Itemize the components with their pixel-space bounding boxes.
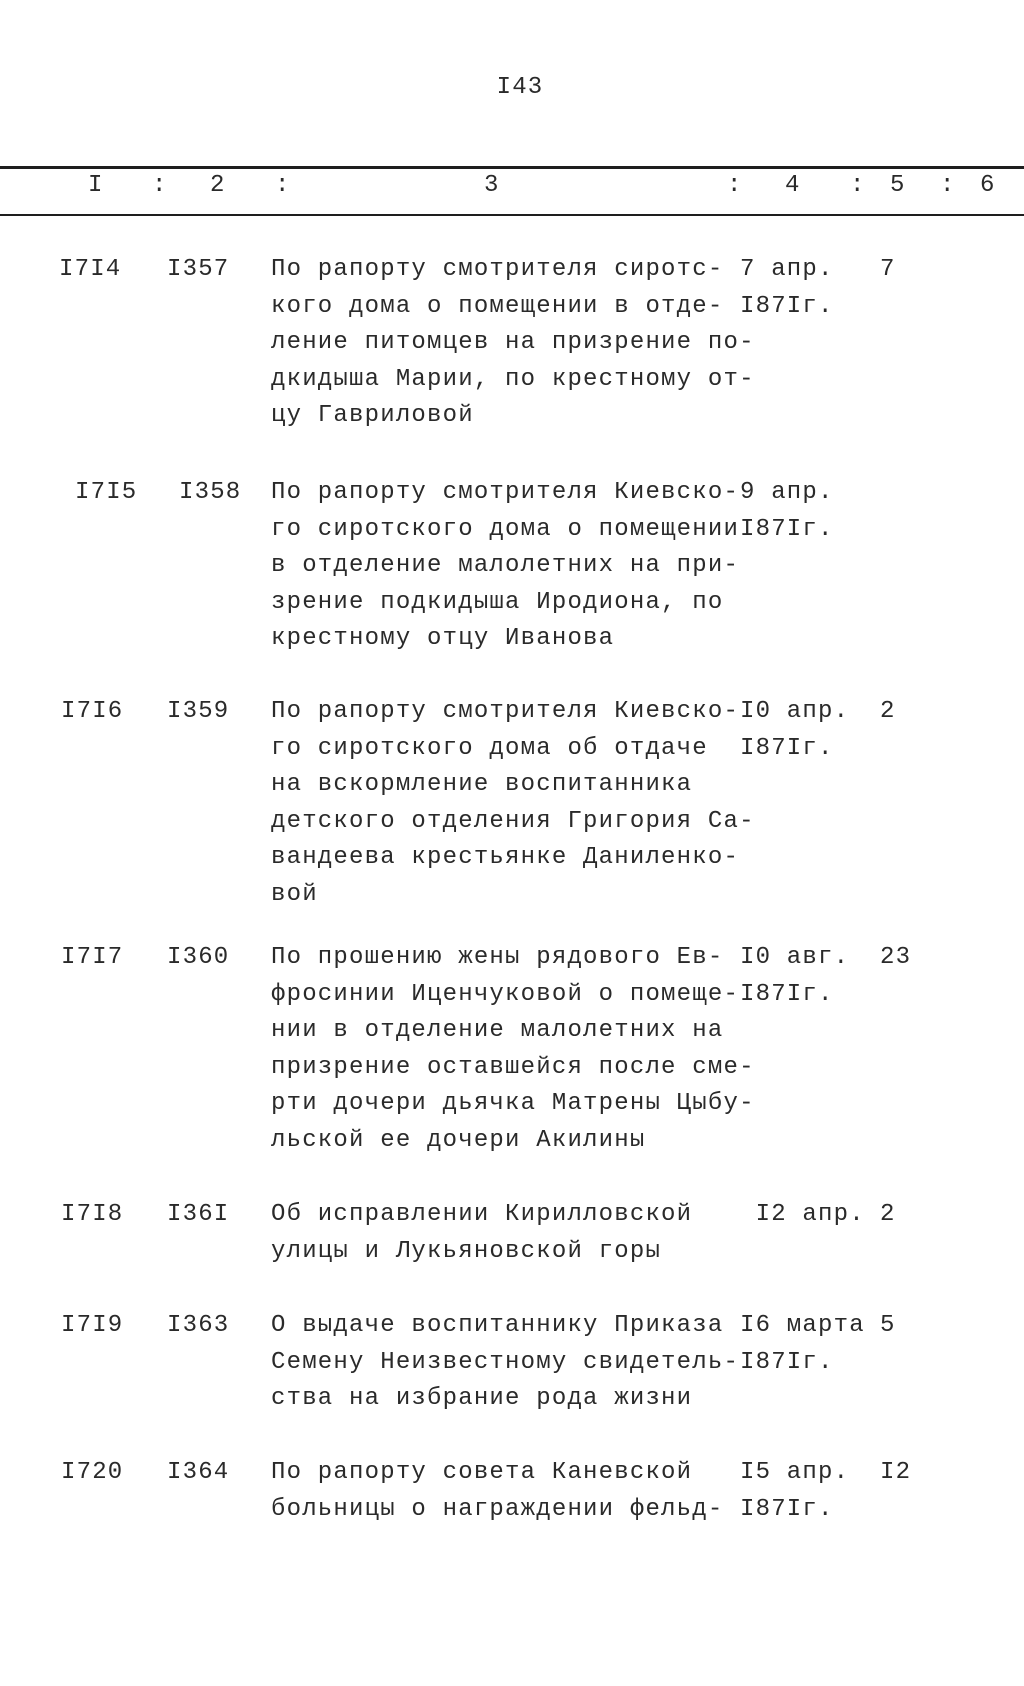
date-line: I0 апр. — [740, 698, 850, 725]
file-number: I357 — [167, 256, 230, 283]
date-line: I87Iг. — [740, 980, 834, 1008]
date-line: I87Iг. — [740, 734, 834, 762]
entry-number: I7I4 — [59, 256, 122, 283]
description-line: По рапорту смотрителя сиротс- — [271, 256, 724, 283]
description-line: на вскормление воспитанника — [271, 771, 693, 799]
description-line: О выдаче воспитаннику Приказа — [271, 1312, 724, 1339]
col-header-5: 5 — [890, 172, 906, 199]
file-number: I36I — [167, 1201, 230, 1228]
file-number: I363 — [167, 1312, 230, 1339]
file-number: I359 — [167, 698, 230, 725]
col-header-1: I — [88, 172, 104, 199]
description-line: го сиротского дома о помещении — [271, 515, 740, 543]
col-separator: : — [850, 172, 866, 199]
description-line: улицы и Лукьяновской горы — [271, 1237, 662, 1265]
description-line: льской ее дочери Акилины — [271, 1127, 646, 1154]
date-line: I87Iг. — [740, 515, 834, 543]
file-number: I360 — [167, 944, 230, 971]
entry-number: I7I9 — [61, 1312, 124, 1339]
description-line: По прошению жены рядового Ев- — [271, 944, 724, 971]
entry-number: I7I6 — [61, 698, 124, 725]
description-line: рти дочери дьячка Матрены Цыбу- — [271, 1090, 755, 1118]
description-line: цу Гавриловой — [271, 402, 474, 430]
sheet-count: 2 — [880, 698, 896, 725]
description-line: дкидыша Марии, по крестному от- — [271, 365, 755, 393]
col-header-3: 3 — [484, 172, 500, 199]
date-line: 9 апр. — [740, 479, 834, 506]
entry-number: I7I5 — [75, 479, 138, 506]
description-line: кого дома о помещении в отде- — [271, 292, 724, 320]
sheet-count: 7 — [880, 256, 896, 283]
description-line: в отделение малолетних на при- — [271, 552, 740, 580]
col-separator: : — [727, 172, 743, 199]
page-number: I43 — [496, 74, 544, 101]
entry-number: I7I7 — [61, 944, 124, 971]
sheet-count: 2 — [880, 1201, 896, 1228]
col-header-4: 4 — [785, 172, 801, 199]
description-line: больницы о награждении фельд- — [271, 1495, 724, 1523]
description-line: По рапорту смотрителя Киевско- — [271, 698, 740, 725]
description-line: крестному отцу Иванова — [271, 625, 615, 653]
sheet-count: I2 — [880, 1459, 912, 1486]
date-line: I87Iг. — [740, 1348, 834, 1376]
file-number: I358 — [179, 479, 242, 506]
col-separator: : — [275, 172, 291, 199]
date-line: I87Iг. — [740, 1495, 834, 1523]
entry-number: I720 — [61, 1459, 124, 1486]
description-line: По рапорту совета Каневской — [271, 1459, 693, 1486]
col-separator: : — [152, 172, 168, 199]
date-line: I87Iг. — [740, 292, 834, 320]
description-line: Семену Неизвестному свидетель- — [271, 1348, 740, 1376]
sheet-count: 23 — [880, 944, 912, 971]
sheet-count: 5 — [880, 1312, 896, 1339]
description-line: вой — [271, 881, 318, 908]
description-line: детского отделения Григория Са- — [271, 807, 755, 835]
col-separator: : — [940, 172, 956, 199]
file-number: I364 — [167, 1459, 230, 1486]
header-bottom-rule — [0, 214, 1024, 216]
description-line: нии в отделение малолетних на — [271, 1017, 724, 1045]
entry-number: I7I8 — [61, 1201, 124, 1228]
date-line: I5 апр. — [740, 1459, 850, 1486]
col-header-2: 2 — [210, 172, 226, 199]
date-line: I0 авг. — [740, 944, 850, 971]
date-line: I2 апр. — [740, 1201, 865, 1228]
description-line: зрение подкидыша Иродиона, по — [271, 588, 724, 616]
description-line: вандеева крестьянке Даниленко- — [271, 844, 740, 872]
date-line: 7 апр. — [740, 256, 834, 283]
header-top-rule — [0, 166, 1024, 169]
description-line: ства на избрание рода жизни — [271, 1385, 693, 1413]
description-line: ление питомцев на призрение по- — [271, 329, 755, 357]
description-line: призрение оставшейся после сме- — [271, 1053, 755, 1081]
description-line: го сиротского дома об отдаче — [271, 734, 708, 762]
date-line: I6 марта — [740, 1312, 865, 1339]
col-header-6: 6 — [980, 172, 996, 199]
description-line: фросинии Иценчуковой о помеще- — [271, 980, 740, 1008]
description-line: Об исправлении Кирилловской — [271, 1201, 693, 1228]
description-line: По рапорту смотрителя Киевско- — [271, 479, 740, 506]
